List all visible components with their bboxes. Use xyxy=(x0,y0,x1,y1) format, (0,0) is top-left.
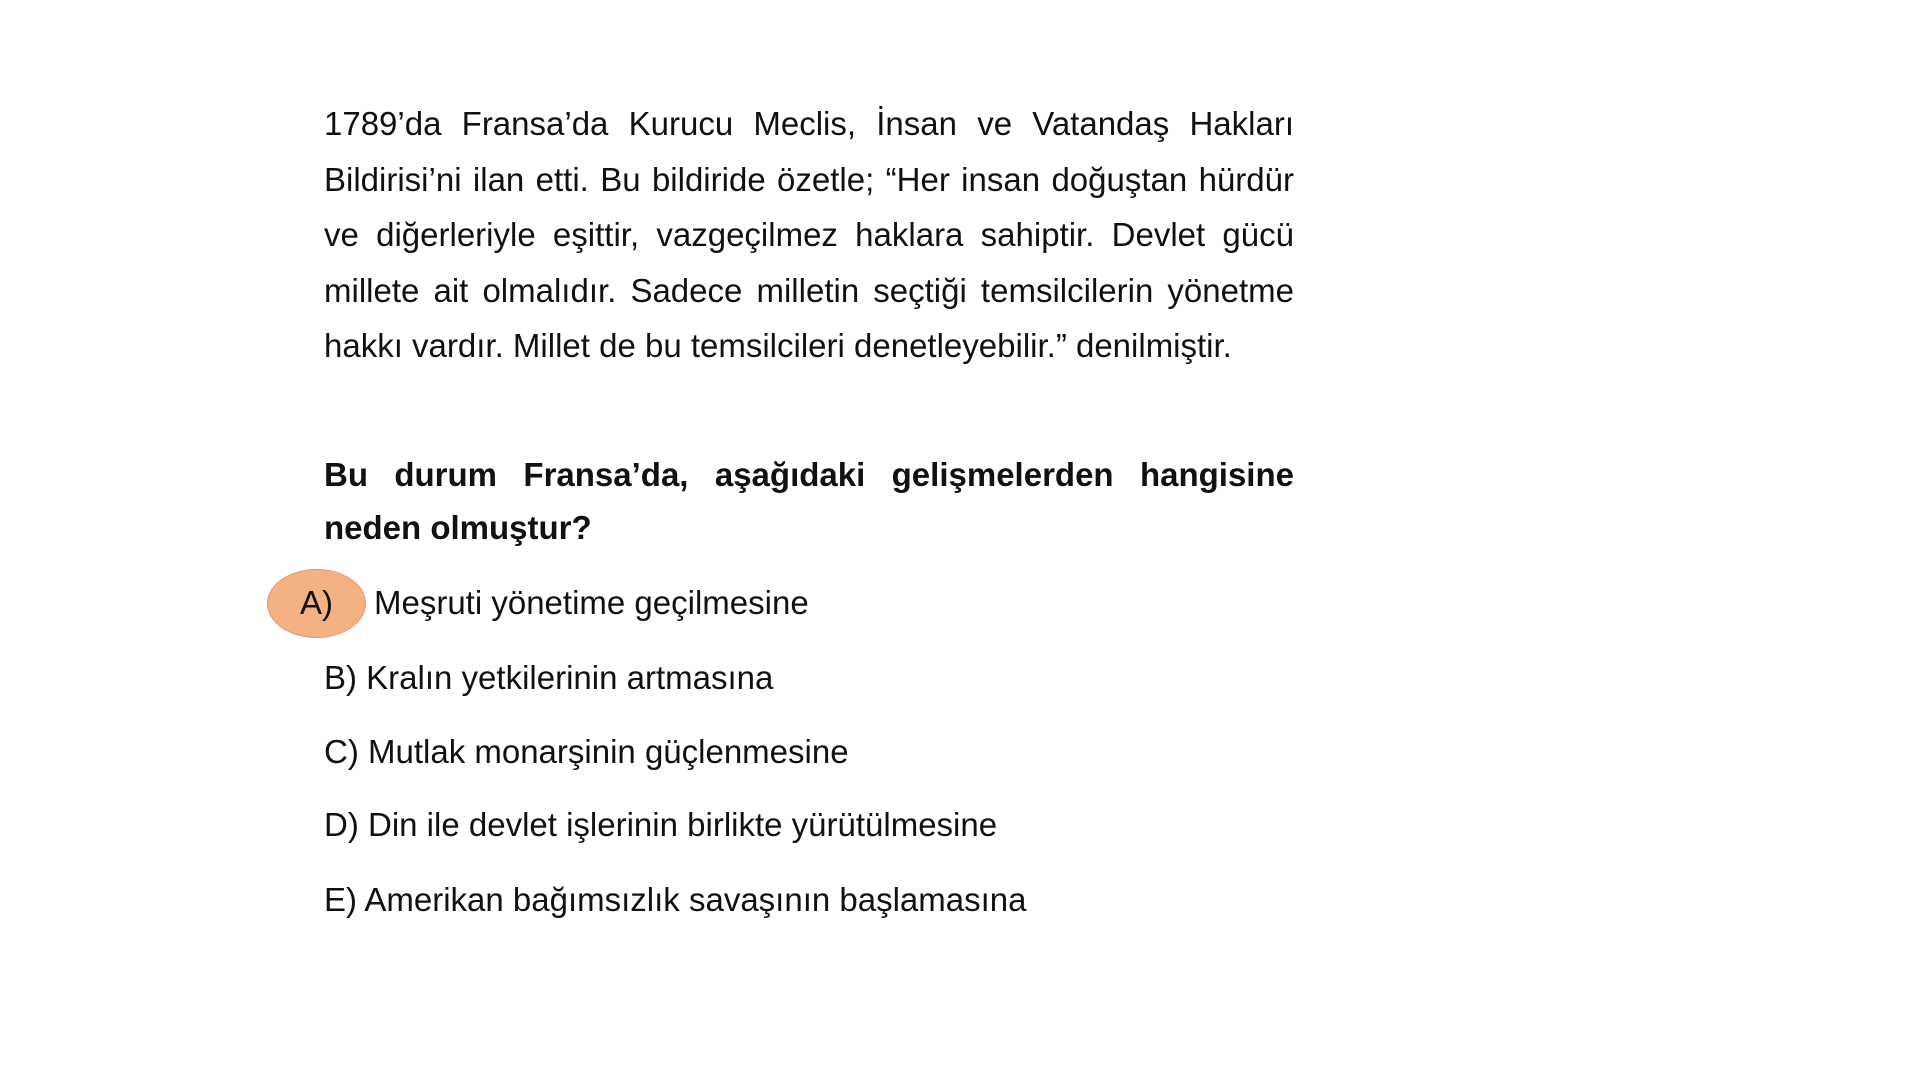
option-d-letter: D) xyxy=(324,806,359,843)
option-a-letter[interactable]: A) xyxy=(300,584,333,621)
question-text: Bu durum Fransa’da, aşağıdaki gelişmelerden hangisine neden olmuştur? xyxy=(324,456,1294,546)
option-d-text: Din ile devlet işlerinin birlikte yürütülmesine xyxy=(368,806,998,843)
option-c-letter: C) xyxy=(324,733,359,770)
option-a[interactable] xyxy=(374,583,809,623)
passage-text: 1789’da Fransa’da Kurucu Meclis, İnsan ve Vatandaş Hakları Bildirisi’ni ilan etti. Bu bildiride özetle; “Her insan doğuştan hürdür ve diğerleriyle eşittir, vazgeçilmez haklara sahiptir. Devlet gücü millete ait olmalıdır. Sadece milletin seçtiği temsilcilerin yönetme hakkı vardır. Millet de bu temsilcileri denetleyebilir.” denilmiştir. xyxy=(324,105,1294,365)
option-c-text: Mutlak monarşinin güçlenmesine xyxy=(368,733,849,770)
option-c[interactable] xyxy=(324,732,849,772)
option-b-letter: B) xyxy=(324,659,357,696)
option-e-letter: E) xyxy=(324,881,357,918)
option-b[interactable] xyxy=(324,658,773,698)
option-e[interactable] xyxy=(324,880,1027,920)
option-e-text: Amerikan bağımsızlık savaşının başlamasına xyxy=(364,881,1027,918)
option-d[interactable] xyxy=(324,805,997,845)
option-a-text: Meşruti yönetime geçilmesine xyxy=(374,584,809,621)
option-b-text: Kralın yetkilerinin artmasına xyxy=(366,659,774,696)
